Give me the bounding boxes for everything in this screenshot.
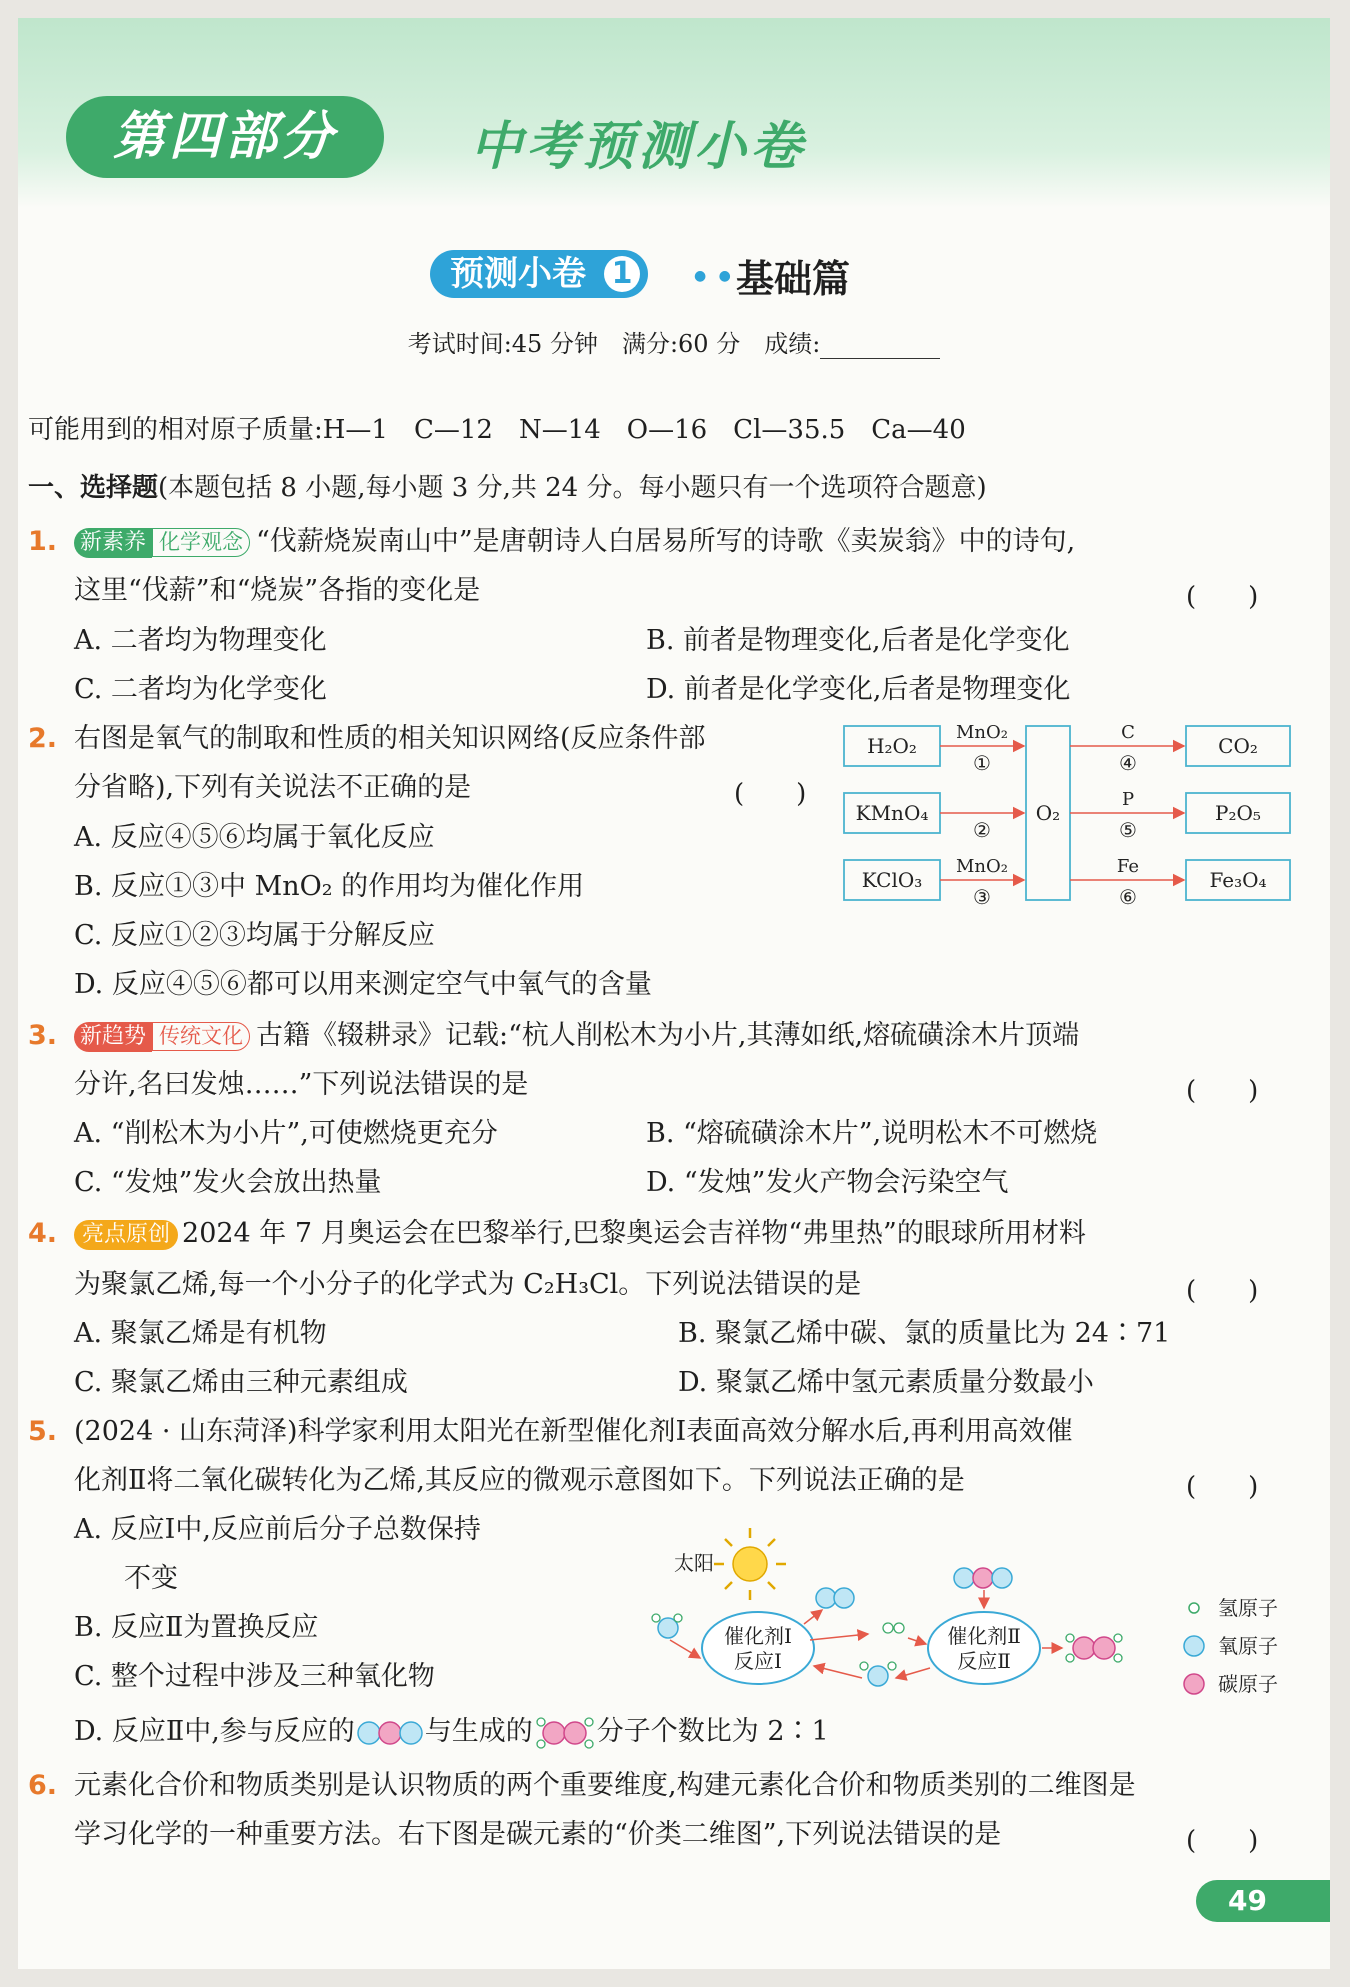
q6-answer-paren: ( ): [1186, 1826, 1259, 1856]
co2-molecule: [954, 1568, 1012, 1588]
q5-line1: (2024 · 山东菏泽)科学家利用太阳光在新型催化剂Ⅰ表面高效分解水后,再利用高效催: [74, 1416, 1073, 1447]
co2-molecule-icon: [355, 1718, 425, 1748]
q2-option-c: C. 反应①②③均属于分解反应: [74, 920, 435, 951]
atomic-mass-line: 可能用到的相对原子质量:H—1 C—12 N—14 O—16 Cl—35.5 Ca—40: [28, 415, 966, 445]
score-blank: [820, 330, 940, 359]
q2-option-a: A. 反应④⑤⑥均属于氧化反应: [74, 822, 435, 853]
reaction1-label: 反应Ⅰ: [734, 1649, 782, 1673]
label-top-6: Fe: [1116, 856, 1140, 877]
q3-line1-text: 古籍《辍耕录》记载:“杭人削松木为小片,其薄如纸,熔硫磺涂木片顶端: [256, 1020, 1080, 1051]
q1-option-d: D. 前者是化学变化,后者是物理变化: [646, 674, 1071, 705]
legend-carbon: 碳原子: [1218, 1672, 1278, 1696]
volume-label: 预测小卷: [450, 254, 586, 294]
q1-line1-text: “伐薪烧炭南山中”是唐朝诗人白居易所写的诗歌《卖炭翁》中的诗句,: [256, 526, 1076, 557]
part-title: 中考预测小卷: [470, 117, 807, 177]
q1-number: 1.: [28, 526, 58, 557]
left-species-2: KMnO₄: [855, 801, 929, 825]
q2-line2: 分省略),下列有关说法不正确的是: [74, 772, 472, 803]
q5-option-b: B. 反应Ⅱ为置换反应: [74, 1612, 319, 1643]
reaction-micro-diagram: [638, 1498, 1298, 1698]
right-species-2: P₂O₅: [1215, 801, 1261, 825]
left-species-3: KClO₃: [861, 868, 923, 892]
q3-option-c: C. “发烛”发火会放出热量: [74, 1167, 382, 1198]
q3-option-d: D. “发烛”发火产物会污染空气: [646, 1167, 1009, 1198]
q3-option-b: B. “熔硫磺涂木片”,说明松木不可燃烧: [646, 1118, 1098, 1149]
arrow-o2-out: [804, 1610, 822, 1624]
right-species-3: Fe₃O₄: [1209, 868, 1267, 892]
q4-option-c: C. 聚氯乙烯由三种元素组成: [74, 1367, 408, 1398]
catalyst1-circle: [702, 1612, 814, 1684]
q2-line1: 右图是氧气的制取和性质的相关知识网络(反应条件部: [74, 723, 706, 754]
q2-answer-paren: ( ): [734, 779, 807, 809]
q1-answer-paren: ( ): [1186, 582, 1259, 612]
legend-oxygen: 氧原子: [1218, 1634, 1278, 1658]
arrow-water-out: [896, 1668, 930, 1678]
dots-decoration: ● ●: [694, 268, 735, 284]
q6-number: 6.: [28, 1770, 58, 1801]
q1-option-a: A. 二者均为物理变化: [74, 625, 327, 656]
arrow-water-in: [670, 1640, 700, 1658]
legend-oxygen-icon: [1184, 1636, 1204, 1656]
water-molecule-recycle: [860, 1662, 896, 1686]
q4-answer-paren: ( ): [1186, 1276, 1259, 1306]
q1-line1: [74, 524, 1075, 560]
q5-option-a-line1: A. 反应Ⅰ中,反应前后分子总数保持: [74, 1514, 481, 1545]
volume-badge: [430, 250, 648, 298]
label-top-3: MnO₂: [956, 856, 1008, 877]
section-title: 一、选择题: [28, 473, 159, 503]
q2-option-b: B. 反应①③中 MnO₂ 的作用均为催化作用: [74, 871, 585, 902]
q5-option-c: C. 整个过程中涉及三种氧化物: [74, 1661, 435, 1692]
q2-number: 2.: [28, 723, 58, 754]
q3-tag-b: 传统文化: [152, 1022, 250, 1051]
q6-line1: 元素化合价和物质类别是认识物质的两个重要维度,构建元素化合价和物质类别的二维图是: [74, 1770, 1136, 1801]
reaction2-label: 反应Ⅱ: [957, 1649, 1011, 1673]
exam-info: [18, 324, 1330, 359]
q5-option-d-pre: D. 反应Ⅱ中,参与反应的: [74, 1716, 355, 1747]
sun-label: 太阳: [674, 1551, 714, 1575]
q4-line2: 为聚氯乙烯,每一个小分子的化学式为 C₂H₃Cl。下列说法错误的是: [74, 1269, 862, 1300]
part-label: 第四部分: [66, 96, 384, 178]
catalyst2-label: 催化剂Ⅱ: [947, 1624, 1021, 1648]
legend-carbon-icon: [1184, 1674, 1204, 1694]
ethylene-molecule: [1066, 1634, 1122, 1662]
q4-option-b: B. 聚氯乙烯中碳、氯的质量比为 24∶71: [678, 1318, 1171, 1349]
q3-number: 3.: [28, 1020, 58, 1051]
h2-molecule: [883, 1623, 904, 1633]
q4-option-a: A. 聚氯乙烯是有机物: [74, 1318, 327, 1349]
volume-subtitle: 基础篇: [736, 257, 851, 301]
page-number: 49: [1196, 1880, 1330, 1922]
catalyst1-label: 催化剂Ⅰ: [724, 1624, 792, 1648]
label-bottom-6: ⑥: [1119, 885, 1137, 909]
q5-line2: 化剂Ⅱ将二氧化碳转化为乙烯,其反应的微观示意图如下。下列说法正确的是: [74, 1465, 965, 1496]
left-species-1: H₂O₂: [867, 734, 917, 758]
o2-molecule: [816, 1588, 854, 1608]
section-note: (本题包括 8 小题,每小题 3 分,共 24 分。每小题只有一个选项符合题意): [158, 473, 987, 503]
q5-option-d: [74, 1714, 829, 1750]
q5-number: 5.: [28, 1416, 58, 1447]
label-top-4: C: [1121, 722, 1135, 743]
arrow-h2: [810, 1634, 868, 1640]
label-top-5: P: [1121, 789, 1135, 810]
right-species-1: CO₂: [1218, 734, 1258, 758]
q6-line2: 学习化学的一种重要方法。右下图是碳元素的“价类二维图”,下列说法错误的是: [74, 1819, 1002, 1850]
volume-number: 1: [604, 256, 640, 292]
q5-option-a-line2: 不变: [124, 1563, 178, 1594]
oxygen-network-diagram: [838, 708, 1298, 928]
q1-line2: 这里“伐薪”和“烧炭”各指的变化是: [74, 575, 481, 606]
q5-option-d-mid: 与生成的: [424, 1716, 533, 1747]
q1-tag-a: 新素养: [74, 528, 152, 558]
q1-option-c: C. 二者均为化学变化: [74, 674, 327, 705]
arrow-water-back: [814, 1666, 862, 1678]
q3-option-a: A. “削松木为小片”,可使燃烧更充分: [74, 1118, 498, 1149]
q5-answer-paren: ( ): [1186, 1472, 1259, 1502]
q3-line2: 分许,名曰发烛……”下列说法错误的是: [74, 1069, 529, 1100]
q1-option-b: B. 前者是物理变化,后者是化学变化: [646, 625, 1070, 656]
q3-line1: [74, 1018, 1079, 1054]
exam-info-text: 考试时间:45 分钟 满分:60 分 成绩:: [407, 330, 821, 358]
label-bottom-4: ④: [1119, 751, 1137, 775]
q3-tag-a: 新趋势: [74, 1022, 152, 1052]
c2h4-molecule-icon: [533, 1716, 597, 1750]
q2-option-d: D. 反应④⑤⑥都可以用来测定空气中氧气的含量: [74, 969, 652, 1000]
q4-tag: 亮点原创: [74, 1220, 178, 1250]
label-bottom-5: ⑤: [1119, 818, 1137, 842]
arrow-h2-to-r2: [908, 1638, 926, 1644]
sun-icon: [714, 1528, 786, 1600]
legend-hydrogen: 氢原子: [1218, 1596, 1278, 1620]
q3-answer-paren: ( ): [1186, 1076, 1259, 1106]
label-bottom-1: ①: [973, 751, 991, 775]
q4-line1: [74, 1216, 1086, 1252]
center-species: O₂: [1035, 801, 1061, 825]
q4-number: 4.: [28, 1218, 58, 1249]
legend-hydrogen-icon: [1189, 1603, 1199, 1613]
q4-option-d: D. 聚氯乙烯中氢元素质量分数最小: [678, 1367, 1094, 1398]
label-bottom-3: ③: [973, 885, 991, 909]
q5-option-d-post: 分子个数比为 2∶1: [596, 1716, 829, 1747]
label-top-1: MnO₂: [956, 722, 1008, 743]
water-molecule-in: [652, 1614, 682, 1638]
section-heading: [28, 470, 987, 506]
catalyst2-circle: [928, 1612, 1040, 1684]
q1-tag-b: 化学观念: [152, 528, 250, 557]
q4-line1-text: 2024 年 7 月奥运会在巴黎举行,巴黎奥运会吉祥物“弗里热”的眼球所用材料: [182, 1218, 1086, 1249]
label-bottom-2: ②: [973, 818, 991, 842]
page: [18, 18, 1330, 1969]
